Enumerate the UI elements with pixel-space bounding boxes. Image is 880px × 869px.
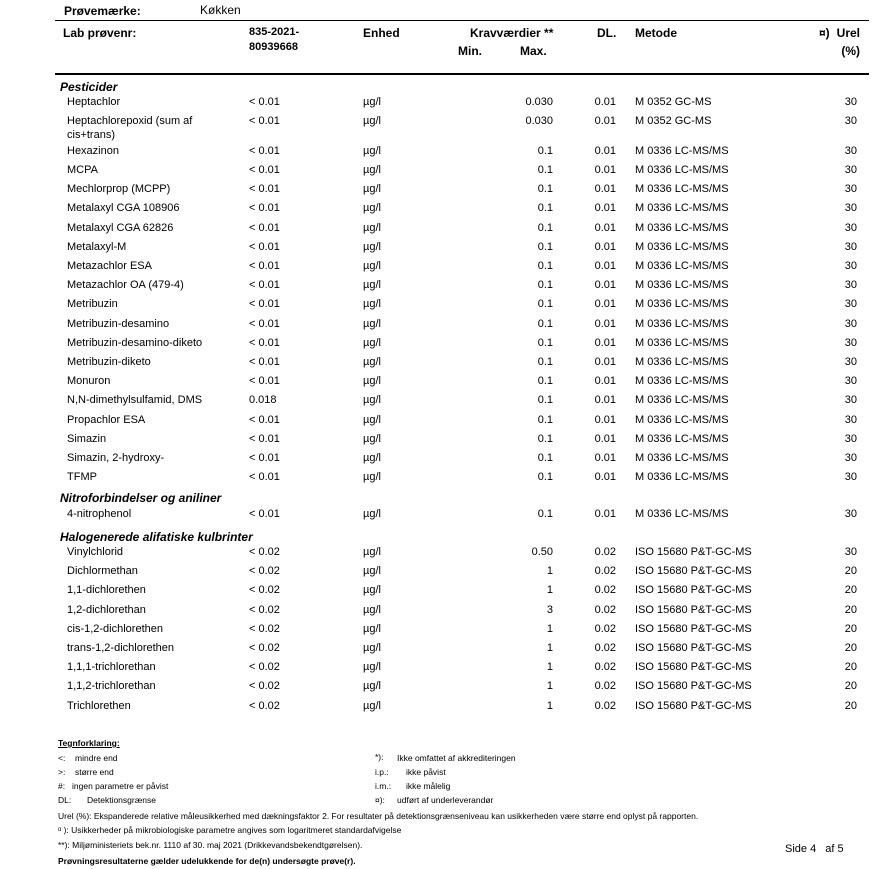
result-value: < 0.02: [249, 699, 280, 712]
parameter-name: Metalaxyl CGA 62826: [67, 221, 174, 234]
method-value: M 0336 LC-MS/MS: [635, 336, 729, 349]
table-row: [0, 375, 880, 394]
unit-value: µg/l: [363, 375, 381, 388]
max-value: 0.1: [537, 336, 553, 349]
parameter-name-cont: cis+trans): [67, 129, 115, 142]
page-of: af: [825, 843, 835, 855]
parameter-name: N,N-dimethylsulfamid, DMS: [67, 394, 203, 407]
max-value: 0.1: [537, 163, 553, 176]
header-divider: [55, 73, 869, 75]
unit-header: Enhed: [363, 26, 400, 40]
result-value: < 0.01: [249, 115, 280, 128]
dl-value: 0.01: [594, 221, 616, 234]
urel-value: 20: [844, 661, 857, 674]
urel-header: Urel: [836, 26, 860, 40]
max-value: 0.1: [537, 144, 553, 157]
dl-value: 0.01: [594, 451, 616, 464]
result-value: < 0.01: [249, 96, 280, 108]
unit-value: µg/l: [363, 279, 381, 292]
unit-value: µg/l: [363, 355, 381, 368]
dl-value: 0.02: [594, 680, 616, 693]
table-row: [0, 260, 880, 279]
max-value: 1: [546, 565, 553, 578]
method-value: M 0336 LC-MS/MS: [635, 144, 729, 157]
max-value: 0.1: [537, 432, 553, 445]
sample-mark-value: Køkken: [200, 3, 241, 17]
max-value: 0.030: [525, 115, 553, 128]
max-value: 0.1: [537, 317, 553, 330]
page-number: [785, 843, 844, 855]
method-value: M 0336 LC-MS/MS: [635, 259, 729, 272]
dl-value: 0.01: [594, 413, 616, 426]
sample-id-line2: 80939668: [249, 41, 298, 53]
urel-pct-header: (%): [841, 44, 860, 58]
method-value: M 0336 LC-MS/MS: [635, 221, 729, 234]
method-value: M 0336 LC-MS/MS: [635, 279, 729, 292]
table-row: [0, 508, 880, 527]
parameter-name: Heptachlorepoxid (sum af: [67, 115, 193, 128]
method-value: M 0336 LC-MS/MS: [635, 508, 729, 520]
dl-value: 0.02: [594, 584, 616, 597]
dl-value: 0.02: [594, 546, 616, 558]
max-value: 0.1: [537, 259, 553, 272]
table-row: [0, 298, 880, 317]
max-value: 1: [546, 661, 553, 674]
parameter-name: Metribuzin: [67, 298, 118, 311]
parameter-name: Trichlorethen: [67, 699, 131, 712]
legend-sym: i.p.:: [375, 767, 389, 777]
table-row: [0, 584, 880, 603]
result-value: < 0.01: [249, 336, 280, 349]
table-row: [0, 241, 880, 260]
page-label: Side: [785, 843, 808, 855]
unit-value: µg/l: [363, 584, 381, 597]
max-value: 1: [546, 699, 553, 712]
table-row: [0, 394, 880, 413]
result-value: < 0.02: [249, 622, 280, 635]
legend-sym: ¤):: [375, 795, 385, 805]
result-value: < 0.01: [249, 144, 280, 157]
urel-value: 20: [844, 565, 857, 578]
method-value: M 0336 LC-MS/MS: [635, 202, 729, 215]
urel-value: 30: [844, 508, 857, 520]
parameter-name: Metalaxyl-M: [67, 240, 127, 253]
unit-value: µg/l: [363, 317, 381, 330]
unit-value: µg/l: [363, 508, 381, 520]
max-value: 0.1: [537, 413, 553, 426]
unit-value: µg/l: [363, 546, 381, 558]
parameter-name: MCPA: [67, 163, 98, 176]
urel-value: 30: [844, 298, 857, 311]
urel-mark: ¤): [819, 26, 830, 40]
dl-value: 0.01: [594, 394, 616, 407]
parameter-name: 4-nitrophenol: [67, 508, 132, 520]
urel-value: 30: [844, 355, 857, 368]
dl-value: 0.01: [594, 259, 616, 272]
urel-value: 20: [844, 642, 857, 654]
legend-sym: i.m.:: [375, 781, 392, 791]
parameter-name: 1,2-dichlorethan: [67, 603, 146, 616]
urel-value: 20: [844, 622, 857, 635]
max-value: 0.1: [537, 202, 553, 215]
dl-value: 0.02: [594, 603, 616, 616]
dl-value: 0.02: [594, 565, 616, 578]
legend-note-urel: Urel (%): Ekspanderede relative måleusikkerhed med dækningsfaktor 2. For resultater på detektionsgrænseniveau kan usikkerheden være større end oplyst på rapporten.: [58, 811, 699, 821]
legend-text: udført af underleverandør: [397, 795, 494, 805]
result-value: 0.018: [249, 394, 277, 407]
page-total: 5: [837, 843, 844, 855]
dl-value: 0.01: [594, 279, 616, 292]
parameter-name: 1,1,2-trichlorethan: [67, 680, 156, 693]
table-row: [0, 623, 880, 642]
dl-value: 0.01: [594, 183, 616, 196]
table-row: [0, 96, 880, 115]
method-value: M 0336 LC-MS/MS: [635, 451, 729, 464]
method-value: ISO 15680 P&T-GC-MS: [635, 680, 752, 693]
dl-value: 0.02: [594, 699, 616, 712]
unit-value: µg/l: [363, 202, 381, 215]
dl-value: 0.01: [594, 508, 616, 520]
method-value: M 0336 LC-MS/MS: [635, 355, 729, 368]
dl-header: DL.: [597, 26, 617, 40]
result-value: < 0.01: [249, 259, 280, 272]
table-row: [0, 279, 880, 298]
max-value: 0.1: [537, 183, 553, 196]
max-value: 0.1: [537, 394, 553, 407]
unit-value: µg/l: [363, 259, 381, 272]
max-value: 0.1: [537, 375, 553, 388]
method-value: M 0352 GC-MS: [635, 115, 712, 128]
legend-text: Detektionsgrænse: [87, 795, 156, 805]
urel-value: 20: [844, 699, 857, 712]
table-row: [0, 433, 880, 452]
result-value: < 0.01: [249, 183, 280, 196]
unit-value: µg/l: [363, 603, 381, 616]
method-value: M 0336 LC-MS/MS: [635, 394, 729, 407]
requirements-header: Kravværdier **: [470, 26, 554, 40]
parameter-name: TFMP: [67, 471, 97, 484]
parameter-name: Metazachlor ESA: [67, 259, 152, 272]
dl-value: 0.01: [594, 317, 616, 330]
max-value: 0.1: [537, 298, 553, 311]
legend-text: ikke målelig: [406, 781, 451, 791]
unit-value: µg/l: [363, 661, 381, 674]
table-row: [0, 452, 880, 471]
legend-note-micro: ᵅ ): Usikkerheder på mikrobiologiske parametre angives som logaritmeret standardafvigelse: [58, 825, 402, 835]
table-row: [0, 414, 880, 433]
max-value: 0.1: [537, 451, 553, 464]
urel-value: 30: [844, 546, 857, 558]
result-value: < 0.02: [249, 603, 280, 616]
dl-value: 0.01: [594, 355, 616, 368]
dl-value: 0.01: [594, 298, 616, 311]
urel-value: 30: [844, 183, 857, 196]
unit-value: µg/l: [363, 432, 381, 445]
table-row: [0, 604, 880, 623]
urel-value: 30: [844, 96, 857, 108]
parameter-name: trans-1,2-dichlorethen: [67, 642, 175, 654]
table-row: [0, 642, 880, 661]
max-value: 0.1: [537, 279, 553, 292]
urel-value: 30: [844, 413, 857, 426]
result-value: < 0.01: [249, 432, 280, 445]
unit-value: µg/l: [363, 413, 381, 426]
method-value: M 0336 LC-MS/MS: [635, 413, 729, 426]
method-value: M 0352 GC-MS: [635, 96, 712, 108]
max-value: 1: [546, 680, 553, 693]
urel-value: 30: [844, 163, 857, 176]
method-value: ISO 15680 P&T-GC-MS: [635, 642, 752, 654]
table-row: [0, 337, 880, 356]
unit-value: µg/l: [363, 622, 381, 635]
parameter-name: Metribuzin-diketo: [67, 355, 151, 368]
parameter-name: Hexazinon: [67, 144, 119, 157]
table-row: [0, 183, 880, 202]
table-row: [0, 318, 880, 337]
dl-value: 0.01: [594, 432, 616, 445]
urel-value: 30: [844, 240, 857, 253]
legend-sym: *):: [375, 752, 384, 762]
unit-value: µg/l: [363, 163, 381, 176]
unit-value: µg/l: [363, 115, 381, 128]
parameter-name: 1,1-dichlorethen: [67, 584, 146, 597]
parameter-name: Vinylchlorid: [67, 546, 124, 558]
table-row: [0, 471, 880, 490]
table-row: [0, 680, 880, 699]
urel-value: 30: [844, 471, 857, 484]
method-value: ISO 15680 P&T-GC-MS: [635, 699, 752, 712]
result-value: < 0.02: [249, 565, 280, 578]
unit-value: µg/l: [363, 183, 381, 196]
max-value: 0.030: [525, 96, 553, 108]
method-value: ISO 15680 P&T-GC-MS: [635, 584, 752, 597]
legend-sym: <:: [58, 753, 66, 763]
max-header: Max.: [520, 44, 547, 58]
legend-text: mindre end: [75, 753, 118, 763]
urel-value: 30: [844, 144, 857, 157]
max-value: 1: [546, 622, 553, 635]
dl-value: 0.01: [594, 336, 616, 349]
parameter-name: Monuron: [67, 375, 111, 388]
legend-sym: #:: [58, 781, 66, 791]
result-value: < 0.02: [249, 680, 280, 693]
method-value: M 0336 LC-MS/MS: [635, 240, 729, 253]
max-value: 0.1: [537, 471, 553, 484]
sample-id-line1: 835-2021-: [249, 26, 300, 38]
result-value: < 0.02: [249, 642, 280, 654]
parameter-name: Propachlor ESA: [67, 413, 146, 426]
urel-value: 20: [844, 603, 857, 616]
result-value: < 0.01: [249, 375, 280, 388]
result-value: < 0.02: [249, 584, 280, 597]
urel-value: 20: [844, 680, 857, 693]
method-value: ISO 15680 P&T-GC-MS: [635, 603, 752, 616]
table-row: [0, 115, 880, 142]
legend-sym: >:: [58, 767, 66, 777]
dl-value: 0.01: [594, 115, 616, 128]
unit-value: µg/l: [363, 642, 381, 654]
max-value: 1: [546, 642, 553, 654]
unit-value: µg/l: [363, 240, 381, 253]
method-value: M 0336 LC-MS/MS: [635, 432, 729, 445]
unit-value: µg/l: [363, 394, 381, 407]
section-heading: Halogenerede alifatiske kulbrinter: [60, 530, 253, 544]
result-value: < 0.01: [249, 471, 280, 484]
unit-value: µg/l: [363, 96, 381, 108]
result-value: < 0.01: [249, 202, 280, 215]
unit-value: µg/l: [363, 451, 381, 464]
max-value: 3: [546, 603, 553, 616]
unit-value: µg/l: [363, 221, 381, 234]
top-divider: [55, 20, 869, 21]
dl-value: 0.01: [594, 471, 616, 484]
dl-value: 0.02: [594, 661, 616, 674]
table-row: [0, 565, 880, 584]
parameter-name: Mechlorprop (MCPP): [67, 183, 171, 196]
method-value: M 0336 LC-MS/MS: [635, 317, 729, 330]
parameter-name: Simazin, 2-hydroxy-: [67, 451, 165, 464]
urel-value: 30: [844, 336, 857, 349]
result-value: < 0.01: [249, 451, 280, 464]
table-row: [0, 700, 880, 719]
result-value: < 0.01: [249, 317, 280, 330]
table-row: [0, 546, 880, 565]
dl-value: 0.01: [594, 96, 616, 108]
dl-value: 0.02: [594, 622, 616, 635]
parameter-name: 1,1,1-trichlorethan: [67, 661, 156, 674]
result-value: < 0.01: [249, 163, 280, 176]
result-value: < 0.01: [249, 221, 280, 234]
method-value: M 0336 LC-MS/MS: [635, 471, 729, 484]
method-value: ISO 15680 P&T-GC-MS: [635, 546, 752, 558]
parameter-name: cis-1,2-dichlorethen: [67, 622, 163, 635]
unit-value: µg/l: [363, 680, 381, 693]
legend-text: Ikke omfattet af akkrediteringen: [397, 753, 516, 763]
unit-value: µg/l: [363, 298, 381, 311]
legend-text: større end: [75, 767, 114, 777]
page-current: 4: [810, 843, 817, 855]
method-value: M 0336 LC-MS/MS: [635, 298, 729, 311]
result-value: < 0.02: [249, 661, 280, 674]
method-value: ISO 15680 P&T-GC-MS: [635, 661, 752, 674]
dl-value: 0.01: [594, 375, 616, 388]
legend-text: ingen parametre er påvist: [72, 781, 169, 791]
unit-value: µg/l: [363, 565, 381, 578]
lab-number-header: Lab prøvenr:: [63, 26, 137, 40]
urel-value: 30: [844, 259, 857, 272]
table-row: [0, 222, 880, 241]
sample-mark-label: Prøvemærke:: [64, 4, 141, 18]
unit-value: µg/l: [363, 336, 381, 349]
unit-value: µg/l: [363, 471, 381, 484]
parameter-name: Heptachlor: [67, 96, 121, 108]
section-heading: Nitroforbindelser og aniliner: [60, 491, 222, 505]
result-value: < 0.01: [249, 279, 280, 292]
max-value: 0.1: [537, 221, 553, 234]
method-value: M 0336 LC-MS/MS: [635, 183, 729, 196]
parameter-name: Metazachlor OA (479-4): [67, 279, 184, 292]
result-value: < 0.01: [249, 355, 280, 368]
legend-note-law: **): Miljøministeriets bek.nr. 1110 af 30. maj 2021 (Drikkevandsbekendtgørelsen).: [58, 840, 363, 850]
section-heading: Pesticider: [60, 80, 118, 94]
urel-value: 30: [844, 279, 857, 292]
urel-value: 30: [844, 394, 857, 407]
urel-value: 30: [844, 221, 857, 234]
table-row: [0, 356, 880, 375]
table-row: [0, 202, 880, 221]
table-row: [0, 164, 880, 183]
dl-value: 0.01: [594, 202, 616, 215]
min-header: Min.: [458, 44, 482, 58]
urel-value: 30: [844, 375, 857, 388]
dl-value: 0.01: [594, 144, 616, 157]
dl-value: 0.01: [594, 240, 616, 253]
parameter-name: Metribuzin-desamino: [67, 317, 170, 330]
max-value: 0.1: [537, 240, 553, 253]
unit-value: µg/l: [363, 144, 381, 157]
urel-value: 30: [844, 202, 857, 215]
result-value: < 0.01: [249, 240, 280, 253]
table-row: [0, 145, 880, 164]
legend-text: ikke påvist: [406, 767, 446, 777]
unit-value: µg/l: [363, 699, 381, 712]
method-value: ISO 15680 P&T-GC-MS: [635, 565, 752, 578]
max-value: 1: [546, 584, 553, 597]
parameter-name: Dichlormethan: [67, 565, 138, 578]
parameter-name: Metalaxyl CGA 108906: [67, 202, 180, 215]
table-row: [0, 661, 880, 680]
max-value: 0.50: [531, 546, 553, 558]
urel-value: 30: [844, 115, 857, 128]
parameter-name: Simazin: [67, 432, 107, 445]
result-value: < 0.01: [249, 298, 280, 311]
urel-value: 20: [844, 584, 857, 597]
dl-value: 0.02: [594, 642, 616, 654]
max-value: 0.1: [537, 508, 553, 520]
result-value: < 0.02: [249, 546, 280, 558]
legend-title: Tegnforklaring:: [58, 738, 120, 748]
method-value: M 0336 LC-MS/MS: [635, 375, 729, 388]
method-value: ISO 15680 P&T-GC-MS: [635, 622, 752, 635]
legend-note-validity: Prøvningsresultaterne gælder udelukkende for de(n) undersøgte prøve(r).: [58, 856, 356, 866]
dl-value: 0.01: [594, 163, 616, 176]
result-value: < 0.01: [249, 508, 280, 520]
urel-value: 30: [844, 317, 857, 330]
urel-value: 30: [844, 451, 857, 464]
max-value: 0.1: [537, 355, 553, 368]
parameter-name: Metribuzin-desamino-diketo: [67, 336, 203, 349]
legend-sym: DL:: [58, 795, 72, 805]
method-header: Metode: [635, 26, 677, 40]
method-value: M 0336 LC-MS/MS: [635, 163, 729, 176]
urel-value: 30: [844, 432, 857, 445]
result-value: < 0.01: [249, 413, 280, 426]
